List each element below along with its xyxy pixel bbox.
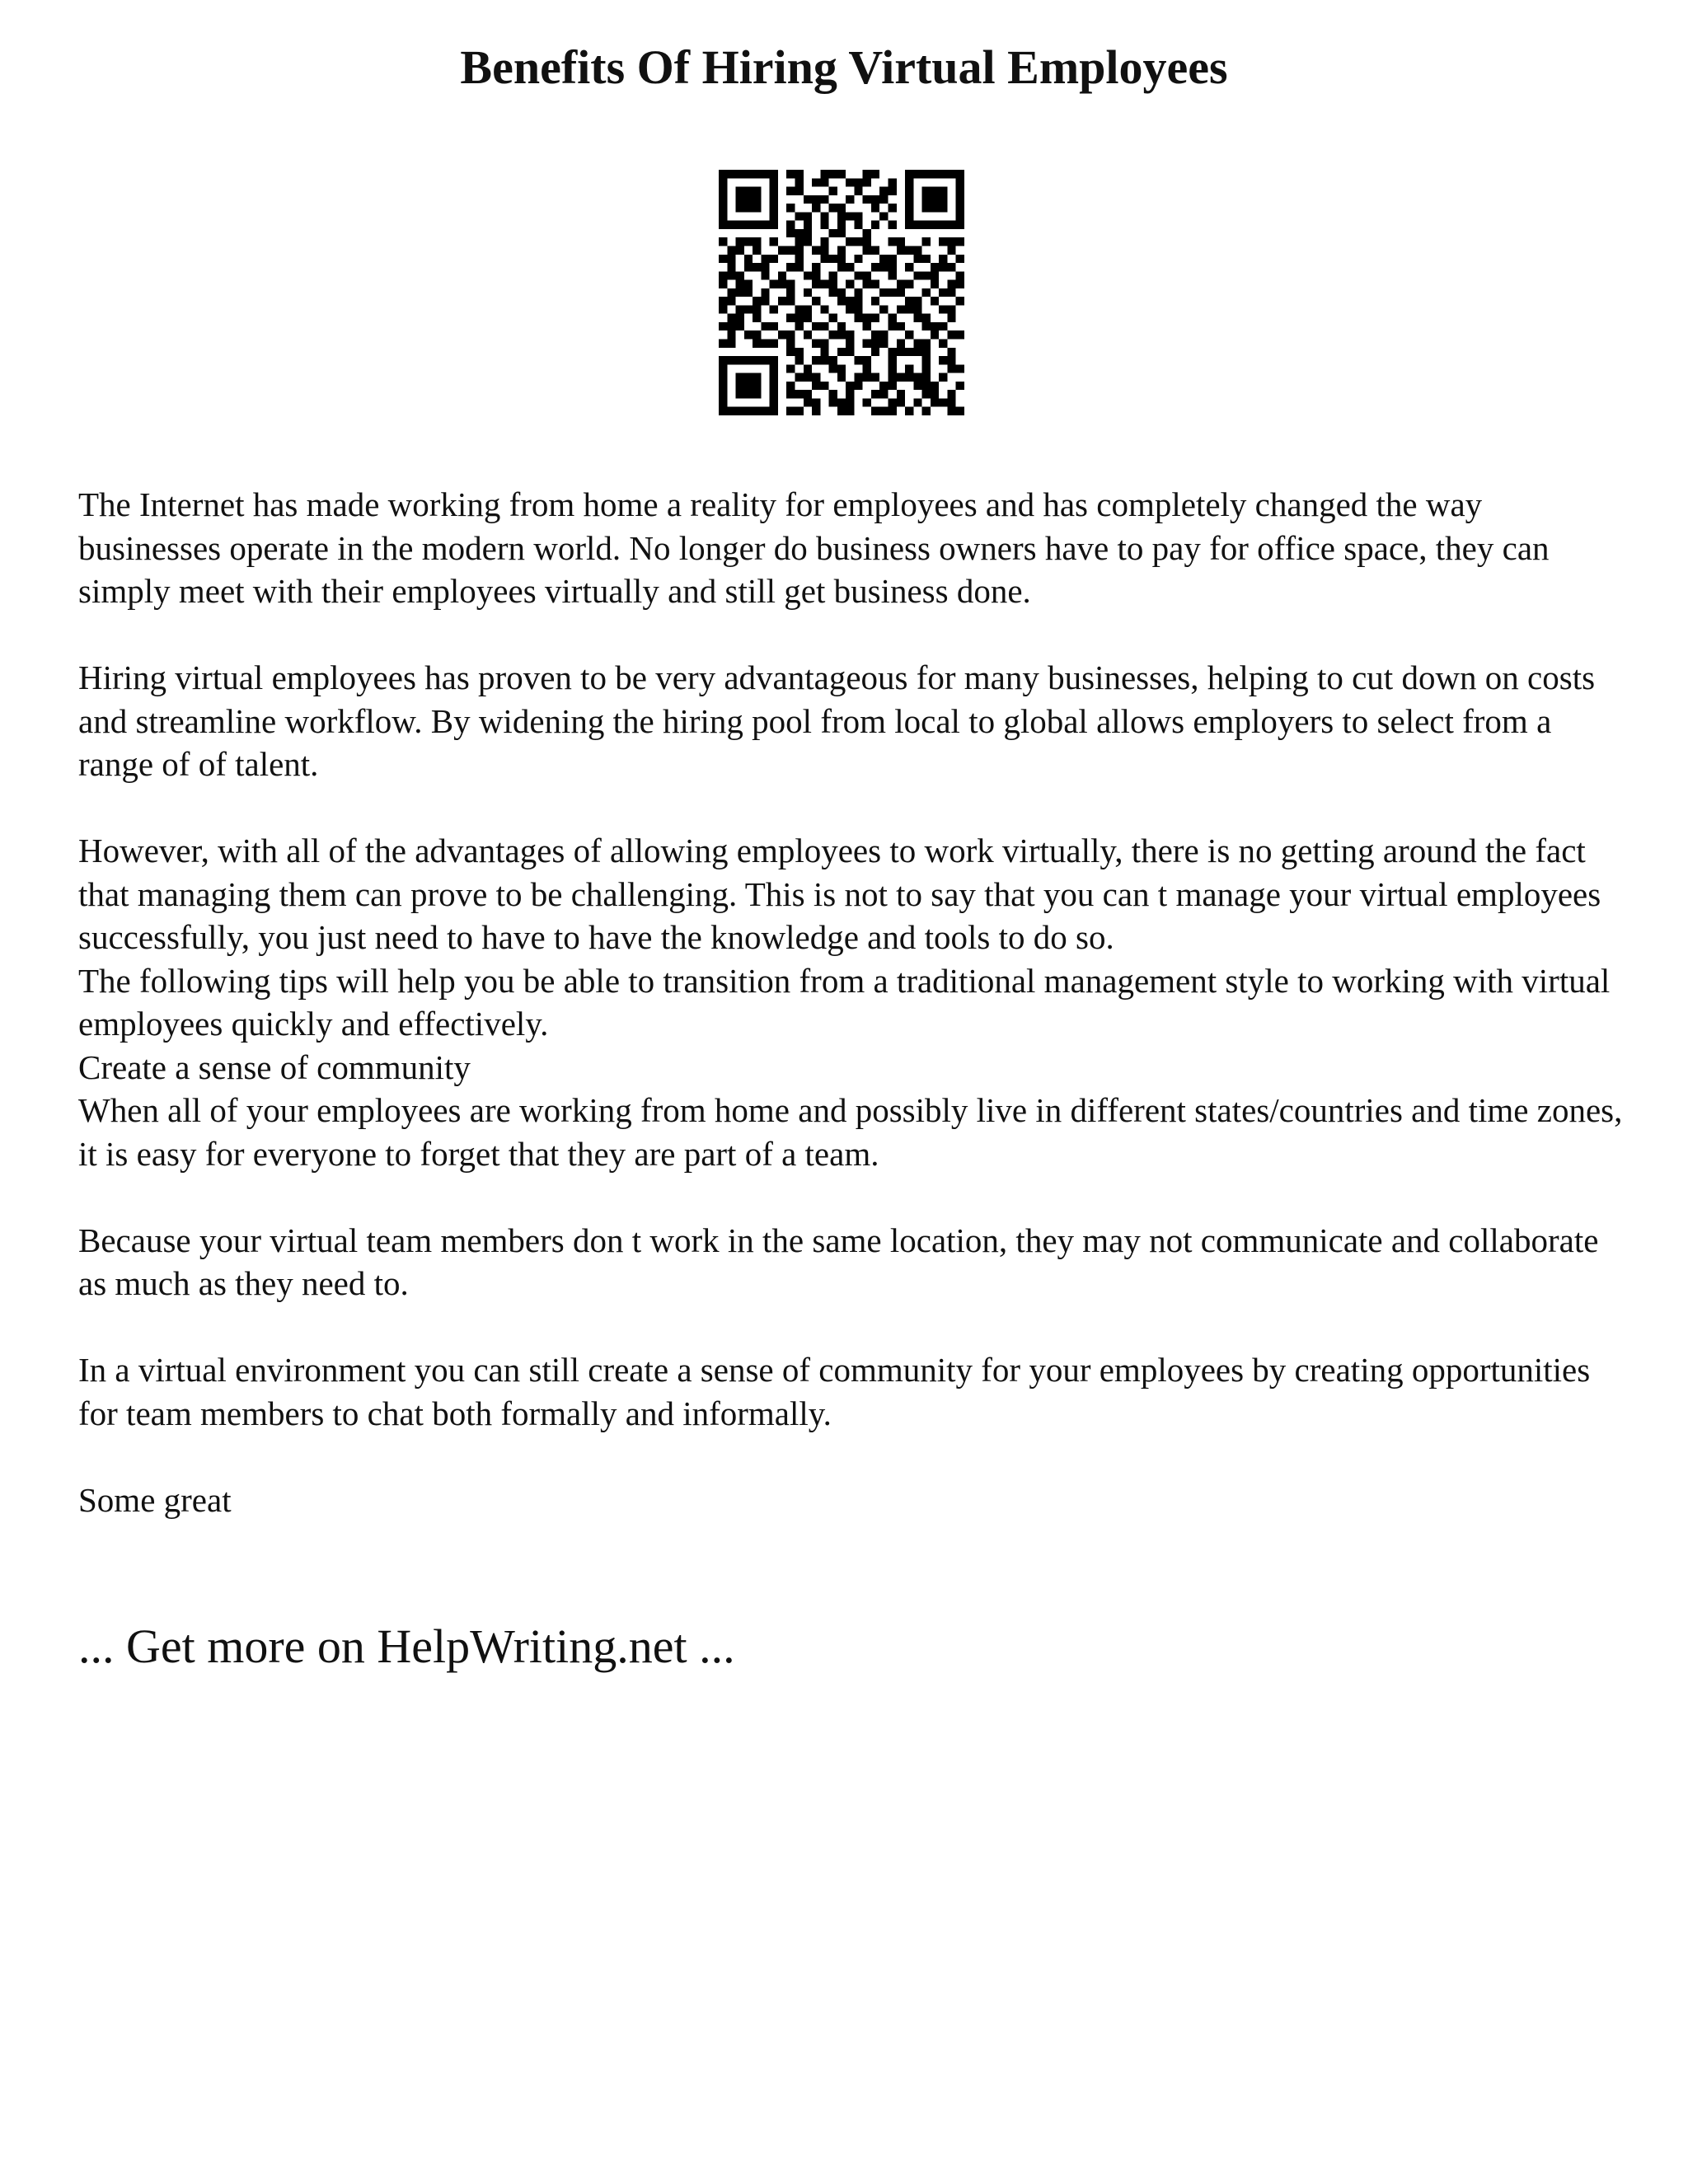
- section-heading: Create a sense of community: [78, 1047, 471, 1086]
- paragraph: The following tips will help you be able to transition from a traditional management style to working with virtual employees quickly and effectively.: [78, 961, 1611, 1043]
- page-title: Benefits Of Hiring Virtual Employees: [460, 40, 1228, 94]
- qr-code-icon: [719, 170, 964, 415]
- paragraph: When all of your employees are working from home and possibly live in different states/countries and time zones, it is easy for everyone to forget that they are part of a team.: [78, 1091, 1623, 1173]
- paragraph: The Internet has made working from home a reality for employees and has completely changed the way businesses operate in the modern world. No longer do business owners have to pay for office space, they can simply meet with their employees virtually and still get business done.: [78, 485, 1550, 610]
- paragraph: However, with all of the advantages of allowing employees to work virtually, there is no getting around the fact that managing them can prove to be challenging. This is not to say that you can t manage your virtual employees successfully, you just need to have to have the knowledge and tools to do so.: [78, 832, 1601, 956]
- get-more-link[interactable]: ... Get more on HelpWriting.net ...: [78, 1619, 735, 1673]
- paragraph: In a virtual environment you can still create a sense of community for your employees by creating opportunities for team members to chat both formally and informally.: [78, 1351, 1591, 1432]
- paragraph: Hiring virtual employees has proven to be very advantageous for many businesses, helping to cut down on costs and streamline workflow. By widening the hiring pool from local to global allows employers to select from a range of of talent.: [78, 658, 1596, 783]
- paragraph: Because your virtual team members don t work in the same location, they may not communicate and collaborate as much as they need to.: [78, 1221, 1599, 1302]
- article-body: [78, 483, 1628, 1521]
- paragraph: Some great: [78, 1480, 232, 1519]
